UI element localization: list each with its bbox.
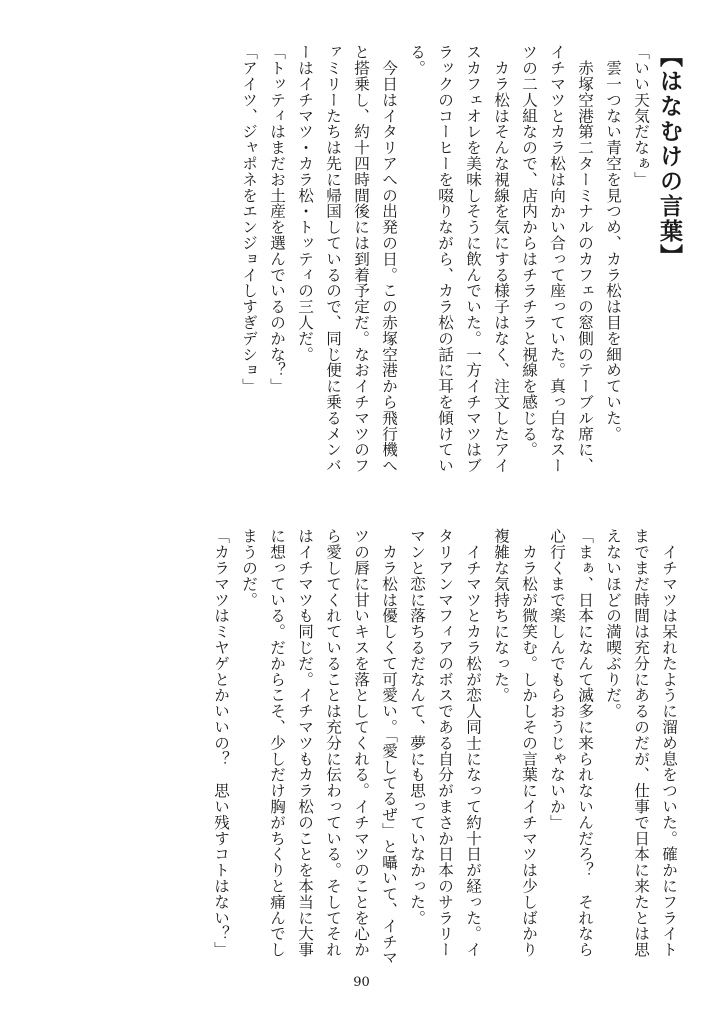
paragraph: カラ松はそんな視線を気にする様子はなく、注文したアイスカフェオレを美味しそうに飲んでいた。一方イチマツはブラックのコーヒーを啜りながら、カラ松の話に耳を傾けている。 bbox=[408, 44, 510, 474]
paragraph: 「カラマツはミヤゲとかいいの？ 思い残すコトはない？」 bbox=[212, 528, 230, 958]
paragraph: 赤塚空港第二ターミナルのカフェの窓側のテーブル席に、イチマツとカラ松は向かい合って座っていた。真っ白なスーツの二人組なので、店内からはチラチラと視線を感じる。 bbox=[520, 44, 594, 474]
lower-text-block bbox=[207, 528, 683, 968]
paragraph: カラ松は優しくて可愛い。「愛してるぜ」と囁いて、イチマツの唇に甘いキスを落としてくれる。イチマツのことを心から愛してくれていることは充分に伝わっている。そしてそれはイチマツも同じだ。イチマツもカラ松のことを本当に大事に想っている。だからこそ、少しだけ胸がちくりと痛んでしまうのだ。 bbox=[240, 528, 398, 966]
paragraph: 今日はイタリアへの出発の日。この赤塚空港から飛行機へと搭乗し、約十四時間後には到着予定だ。なおイチマツのファミリーたちは先に帰国しているので、同じ便に乗るメンバーはイチマツ・カラ松・トッティの三人だ。 bbox=[296, 44, 398, 474]
upper-text-block bbox=[235, 44, 683, 484]
paragraph: 「いい天気だなぁ」 bbox=[632, 44, 650, 188]
page-number: 90 bbox=[353, 975, 370, 990]
paragraph: イチマツとカラ松が恋人同士になって約十日が経った。イタリアンマフィアのボスである自分がまさか日本のサラリーマンと恋に落ちるだなんて、夢にも思っていなかった。 bbox=[408, 528, 482, 958]
paragraph: カラ松が微笑む。しかしその言葉にイチマツは少しばかり複雑な気持ちになった。 bbox=[492, 528, 538, 958]
chapter-title: 【はなむけの言葉】 bbox=[656, 44, 683, 269]
paragraph: 「トッティはまだお土産を選んでいるのかな？」 bbox=[268, 44, 286, 394]
paragraph: 雲一つない青空を見つめ、カラ松は目を細めていた。 bbox=[604, 44, 622, 442]
paragraph: イチマツは呆れたように溜め息をついた。確かにフライトまでまだ時間は充分にあるのだが、仕事で日本に来たとは思えないほどの満喫ぶりだ。 bbox=[604, 528, 678, 958]
paragraph: 「まぁ、日本になんて滅多に来られないんだろ？ それなら心行くまで楽しんでもらおうじゃないか」 bbox=[548, 528, 594, 958]
paragraph: 「アイツ、ジャポネをエンジョイしすぎデショ」 bbox=[240, 44, 258, 394]
